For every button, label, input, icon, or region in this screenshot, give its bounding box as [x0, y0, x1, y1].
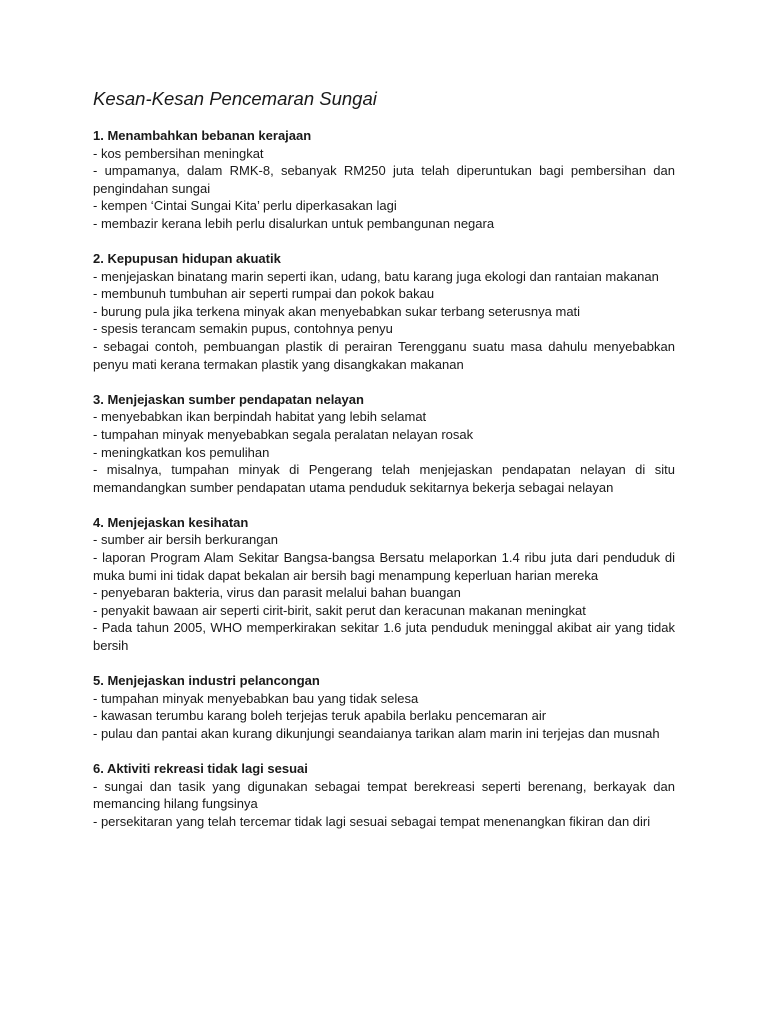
section-line: - misalnya, tumpahan minyak di Pengerang telah menjejaskan pendapatan nelayan di situ memandangkan sumber pendapatan utama penduduk sekitarnya bekerja sebagai nelayan	[93, 462, 675, 495]
section-line: - sungai dan tasik yang digunakan sebagai tempat berekreasi seperti berenang, berkayak dan memancing hilang fungsinya	[93, 778, 675, 812]
section-line: - tumpahan minyak menyebabkan bau yang tidak selesa	[93, 690, 419, 706]
section-line: - Pada tahun 2005, WHO memperkirakan sekitar 1.6 juta penduduk meninggal akibat air yang tidak bersih	[93, 620, 675, 653]
section-line: - penyakit bawaan air seperti cirit-birit, sakit perut dan keracunan makanan meningkat	[93, 602, 586, 618]
section-heading: 3. Menjejaskan sumber pendapatan nelayan	[93, 391, 364, 407]
section-line: - sebagai contoh, pembuangan plastik di perairan Terengganu suatu masa dahulu menyebabkan penyu mati kerana termakan plastik yang disangkakan makanan	[93, 339, 675, 372]
section-heading: 2. Kepupusan hidupan akuatik	[93, 251, 281, 267]
document-page	[93, 86, 675, 848]
section-6	[93, 760, 675, 830]
section-2	[93, 250, 675, 373]
section-line: - kawasan terumbu karang boleh terjejas teruk apabila berlaku pencemaran air	[93, 708, 547, 724]
section-line: - tumpahan minyak menyebabkan segala peralatan nelayan rosak	[93, 426, 474, 442]
section-line: - membunuh tumbuhan air seperti rumpai dan pokok bakau	[93, 286, 435, 302]
section-4	[93, 514, 675, 655]
section-line: - menyebabkan ikan berpindah habitat yang lebih selamat	[93, 409, 427, 425]
section-1	[93, 127, 675, 233]
section-line: - meningkatkan kos pemulihan	[93, 444, 270, 460]
section-line: - sumber air bersih berkurangan	[93, 532, 278, 548]
section-line: - laporan Program Alam Sekitar Bangsa-bangsa Bersatu melaporkan 1.4 ribu juta dari penduduk di muka bumi ini tidak dapat bekalan air bersih bagi menampung keperluan harian mereka	[93, 549, 675, 583]
section-line: - menjejaskan binatang marin seperti ikan, udang, batu karang juga ekologi dan rantaian makanan	[93, 268, 659, 284]
section-line: - kos pembersihan meningkat	[93, 145, 264, 161]
section-heading: 1. Menambahkan bebanan kerajaan	[93, 128, 312, 143]
section-line: - burung pula jika terkena minyak akan menyebabkan sukar terbang seterusnya mati	[93, 303, 581, 319]
section-heading: 4. Menjejaskan kesihatan	[93, 514, 249, 530]
section-line: - pulau dan pantai akan kurang dikunjungi seandaianya tarikan alam marin ini terjejas dan musnah	[93, 725, 660, 741]
document-title: Kesan-Kesan Pencemaran Sungai	[93, 88, 377, 109]
section-5	[93, 672, 675, 742]
section-line: - umpamanya, dalam RMK-8, sebanyak RM250 juta telah diperuntukan bagi pembersihan dan pengindahan sungai	[93, 163, 675, 196]
section-line: - persekitaran yang telah tercemar tidak lagi sesuai sebagai tempat menenangkan fikiran dan diri	[93, 813, 651, 829]
section-line: - membazir kerana lebih perlu disalurkan untuk pembangunan negara	[93, 215, 495, 231]
section-line: - penyebaran bakteria, virus dan parasit melalui bahan buangan	[93, 585, 461, 601]
section-heading: 5. Menjejaskan industri pelancongan	[93, 673, 320, 689]
section-line: - spesis terancam semakin pupus, contohnya penyu	[93, 321, 393, 337]
section-3	[93, 391, 675, 497]
section-line: - kempen ‘Cintai Sungai Kita’ perlu diperkasakan lagi	[93, 198, 397, 214]
section-heading: 6. Aktiviti rekreasi tidak lagi sesuai	[93, 760, 308, 776]
